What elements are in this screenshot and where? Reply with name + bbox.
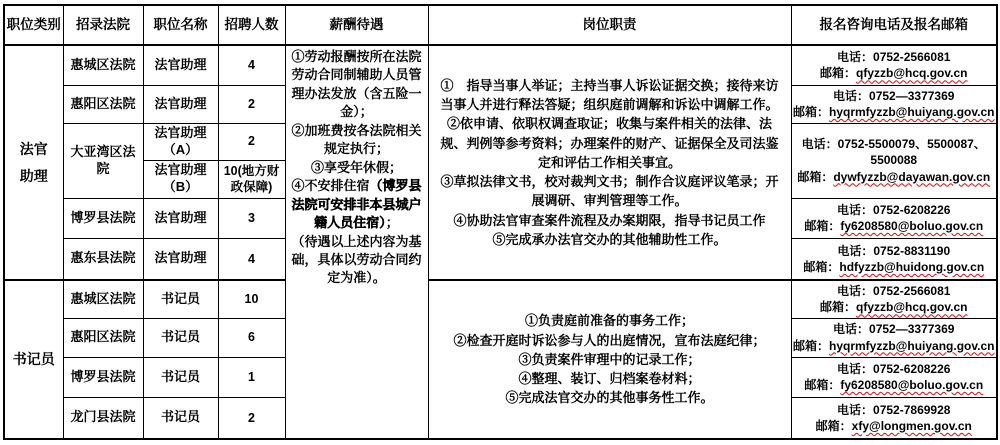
email-label: 邮箱： bbox=[820, 300, 857, 315]
email-label: 邮箱： bbox=[804, 378, 841, 392]
contact-cell bbox=[791, 280, 997, 318]
court-cell: 惠城区法院 bbox=[63, 45, 143, 85]
contact-cell bbox=[791, 238, 997, 280]
salary-item-pre: ④不安排住宿 bbox=[291, 178, 370, 194]
recruitment-table bbox=[3, 4, 998, 440]
count-cell: 4 bbox=[218, 45, 285, 85]
salary-item bbox=[290, 177, 424, 232]
duties-cell-faguanzhuli bbox=[428, 45, 791, 280]
email-address: fy6208580@boluo.gov.cn bbox=[840, 378, 984, 392]
position-cell: 书记员 bbox=[143, 397, 218, 439]
category-line: 书记员 bbox=[12, 351, 55, 368]
phone-text: 电话：0752—3377369 bbox=[833, 322, 955, 337]
category-line: 法官 bbox=[19, 141, 48, 158]
email-label: 邮箱： bbox=[820, 66, 857, 81]
court-cell: 惠城区法院 bbox=[63, 280, 143, 318]
duty-item: ⑤完成法官交办的其他事务性工作。 bbox=[505, 390, 714, 406]
category-cell-faguanzhuli bbox=[4, 45, 63, 280]
header-cell-category: 职位类别 bbox=[4, 5, 63, 45]
position-cell: 书记员 bbox=[143, 280, 218, 318]
position-cell: 法官助理（A） bbox=[143, 123, 218, 160]
count-cell: 10(地方财政保障) bbox=[218, 160, 285, 198]
salary-item-post: ； bbox=[385, 215, 399, 231]
header-cell-duties: 岗位职责 bbox=[428, 5, 791, 45]
count-cell: 2 bbox=[218, 397, 285, 439]
count-cell: 10 bbox=[218, 280, 285, 318]
contact-cell bbox=[791, 318, 997, 357]
position-cell: 法官助理 bbox=[143, 85, 218, 123]
email-address: fy6208580@boluo.gov.cn bbox=[840, 219, 984, 233]
count-cell: 2 bbox=[218, 85, 285, 123]
position-cell: 书记员 bbox=[143, 357, 218, 397]
court-cell: 惠阳区法院 bbox=[63, 318, 143, 357]
email-line bbox=[792, 418, 997, 434]
duty-item: ④整理、装订、归档案卷材料； bbox=[518, 371, 701, 387]
salary-item-bold: （博罗县法院可安排非本县城户籍人员住宿） bbox=[291, 178, 422, 231]
duty-item: ⑤完成承办法官交办的其他辅助性工作。 bbox=[492, 231, 727, 247]
position-cell: 法官助理 bbox=[143, 198, 218, 238]
email-line bbox=[792, 299, 997, 315]
duty-item: ②检查开庭时诉讼参与人的出庭情况，宣布法庭纪律； bbox=[453, 332, 766, 348]
email-address: xfy@longmen.gov.cn bbox=[851, 418, 972, 433]
position-cell: 法官助理（B） bbox=[143, 160, 218, 198]
email-line bbox=[792, 377, 997, 393]
phone-text: 电话：0752—3377369 bbox=[833, 88, 955, 103]
email-address: qfyzzb@hcq.gov.cn bbox=[856, 300, 968, 315]
count-cell: 4 bbox=[218, 238, 285, 280]
header-cell-court: 招录法院 bbox=[63, 5, 143, 45]
duties-cell-shujiyuan bbox=[428, 280, 791, 439]
table-row bbox=[4, 280, 997, 318]
court-cell: 惠东县法院 bbox=[63, 238, 143, 280]
email-label: 邮箱： bbox=[815, 418, 852, 433]
court-cell: 大亚湾区法院 bbox=[63, 123, 143, 198]
contact-cell bbox=[791, 85, 997, 123]
contact-cell bbox=[791, 357, 997, 397]
court-cell: 博罗县法院 bbox=[63, 357, 143, 397]
email-line bbox=[792, 338, 997, 354]
position-cell: 书记员 bbox=[143, 318, 218, 357]
phone-text: 电话：0752-8831190 bbox=[837, 243, 951, 258]
count-cell: 2 bbox=[218, 123, 285, 160]
email-label: 邮箱： bbox=[797, 169, 834, 184]
phone-text: 电话：0752-2566081 bbox=[837, 284, 951, 299]
count-cell: 1 bbox=[218, 357, 285, 397]
duty-item: ① 指导当事人举证；主持当事人诉讼证据交换；接待来访当事人并进行释法答疑；组织庭前调解和诉讼中调解工作。 bbox=[440, 77, 779, 113]
email-label: 邮箱： bbox=[792, 338, 829, 353]
position-cell: 法官助理 bbox=[143, 238, 218, 280]
phone-text: 电话：0752-7869928 bbox=[837, 402, 951, 417]
email-line bbox=[792, 259, 997, 275]
email-address: qfyzzb@hcq.gov.cn bbox=[856, 66, 968, 81]
email-line bbox=[792, 218, 997, 234]
header-cell-count: 招聘人数 bbox=[218, 5, 285, 45]
court-cell: 龙门县法院 bbox=[63, 397, 143, 439]
phone-text: 电话：0752-2566081 bbox=[837, 50, 951, 65]
salary-item: ③享受年休假； bbox=[310, 159, 402, 175]
duty-item: ③负责案件审理中的记录工作； bbox=[518, 351, 701, 367]
salary-cell bbox=[285, 45, 428, 439]
position-cell: 法官助理 bbox=[143, 45, 218, 85]
email-line bbox=[792, 169, 997, 185]
count-cell: 3 bbox=[218, 198, 285, 238]
email-address: dywfyzzb@dayawan.gov.cn bbox=[833, 169, 991, 184]
duty-item: ①负责庭前准备的事务工作； bbox=[524, 313, 694, 329]
salary-item: ②加班费按各法院相关规定执行； bbox=[291, 122, 422, 157]
header-cell-position: 职位名称 bbox=[143, 5, 218, 45]
email-label: 邮箱： bbox=[804, 219, 841, 233]
email-line bbox=[792, 104, 997, 120]
email-address: hdfyzzb@huidong.gov.cn bbox=[839, 259, 985, 274]
header-row bbox=[4, 5, 997, 45]
email-line bbox=[792, 65, 997, 81]
header-cell-salary: 薪酬待遇 bbox=[285, 5, 428, 45]
salary-item: ①劳动报酬按所在法院劳动合同制辅助人员管理办法发放（含五险一金）； bbox=[291, 49, 422, 120]
email-address: hyqrmfyzzb@huiyang.gov.cn bbox=[829, 105, 995, 119]
email-label: 邮箱： bbox=[792, 105, 829, 119]
header-cell-contact: 报名咨询电话及报名邮箱 bbox=[791, 5, 997, 45]
count-cell: 6 bbox=[218, 318, 285, 357]
phone-text: 电话：0752-6208226 bbox=[837, 202, 951, 217]
duty-item: ④协助法官审查案件流程及办案期限，指导书记员工作 bbox=[453, 212, 766, 228]
duty-item: ③草拟法律文书，校对裁判文书；制作合议庭评议笔录；开展调研、审判管理等工作。 bbox=[440, 174, 779, 209]
category-cell-shujiyuan bbox=[4, 280, 63, 439]
duty-item: ②依申请、依职权调查取证；收集与案件相关的法律、法规、判例等参考资料；办理案件的财产、证据保全及司法鉴定和评估工作相关事宜。 bbox=[440, 116, 779, 170]
email-label: 邮箱： bbox=[803, 259, 840, 274]
contact-cell bbox=[791, 45, 997, 85]
contact-cell bbox=[791, 198, 997, 238]
category-line: 助理 bbox=[19, 167, 48, 184]
phone-text: 电话：0752-6208226 bbox=[837, 361, 951, 376]
table-row bbox=[4, 45, 997, 85]
salary-note: （待遇以上述内容为基础，具体以劳动合同约定为准）。 bbox=[291, 233, 422, 286]
court-cell: 惠阳区法院 bbox=[63, 85, 143, 123]
phone-text: 电话：0752-5500079、5500087、5500088 bbox=[801, 137, 986, 168]
contact-cell bbox=[791, 123, 997, 198]
court-cell: 博罗县法院 bbox=[63, 198, 143, 238]
email-address: hyqrmfyzzb@huiyang.gov.cn bbox=[829, 338, 995, 353]
contact-cell bbox=[791, 397, 997, 439]
